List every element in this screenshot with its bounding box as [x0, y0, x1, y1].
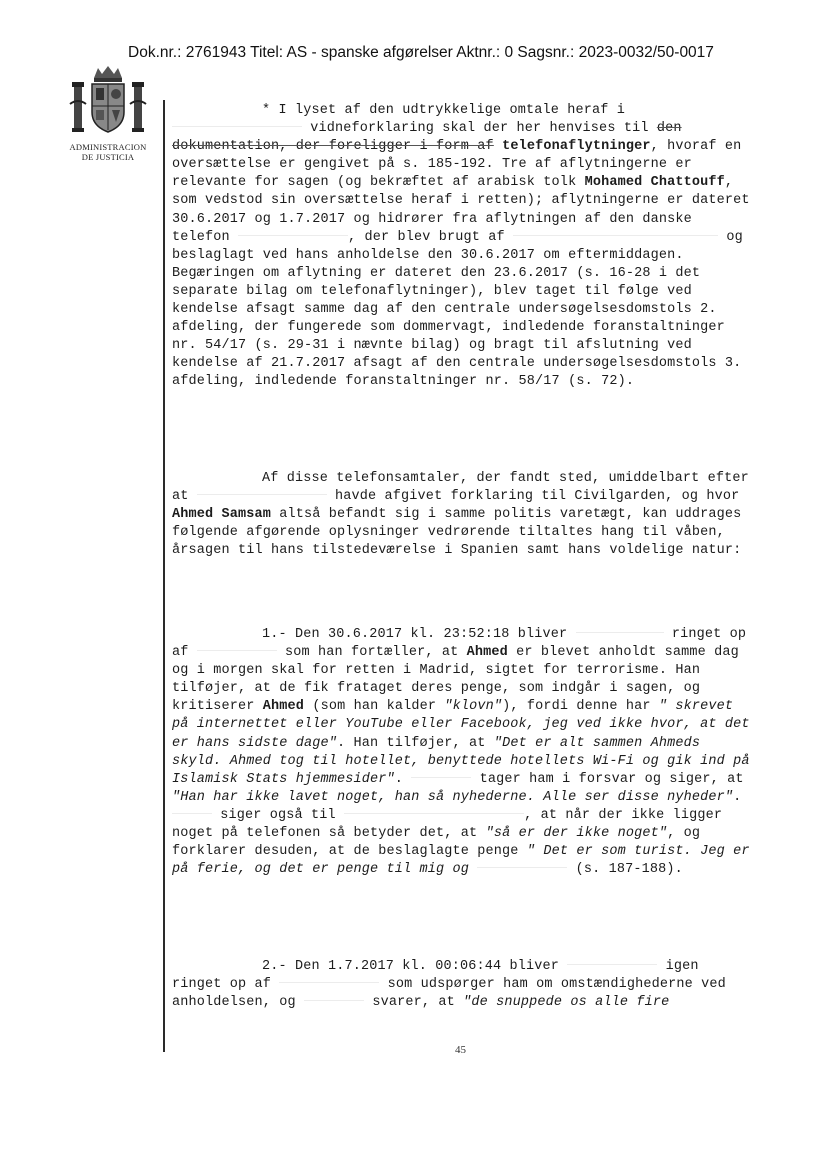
margin-rule — [163, 100, 165, 1052]
page-number: 45 — [455, 1044, 466, 1056]
redaction — [477, 862, 567, 872]
redaction — [197, 489, 327, 499]
redaction — [411, 772, 471, 782]
redaction — [238, 230, 348, 240]
redaction — [172, 808, 212, 818]
paragraph-call-1: 1.- Den 30.6.2017 kl. 23:52:18 bliver ringet op af som han fortæller, at Ahmed er blevet anholdt samme dag og i morgen skal for retten i Madrid, sigtet for terrorisme. Han tilføjer, at de fik frataget deres penge, som indgår i sagen, og kritiserer Ahmed (som han kalder "klovn"), fordi denne har " skrevet på internettet eller YouTube eller Facebook, jeg ved ikke hvor, at det er hans sidste dage". Han tilføjer, at "Det er alt sammen Ahmeds skyld. Ahmed tog til hotellet, benyttede hotellets Wi-Fi og gik ind på Islamisk Stats hjemmesider". tager ham i forsvar og siger, at "Han har ikke lavet noget, han så nyhederne. Alle ser disse nyheder". siger også til , at når der ikke ligger noget på telefonen så betyder det, at "så er der ikke noget", og forklarer desuden, at de beslaglagte penge " Det er som turist. Jeg er på ferie, og det er penge til mig og (s. 187-188). — [172, 627, 750, 878]
paragraph-call-2: 2.- Den 1.7.2017 kl. 00:06:44 bliver igen ringet op af som udspørger ham om omstændighederne ved anholdelsen, og svarer, at "de snuppede os alle fire — [172, 959, 726, 1011]
document-header: Dok.nr.: 2761943 Titel: AS - spanske afgørelser Aktnr.: 0 Sagsnr.: 2023-0032/50-0017 — [128, 44, 714, 61]
redaction — [513, 230, 718, 240]
redaction — [567, 959, 657, 969]
redaction — [172, 121, 302, 131]
redaction — [279, 977, 379, 987]
redaction — [304, 995, 364, 1005]
redaction — [576, 627, 664, 637]
spanish-coat-of-arms-logo — [62, 64, 154, 154]
redaction — [344, 808, 524, 818]
paragraph-wiretap-documentation: * I lyset af den udtrykkelige omtale heraf i vidneforklaring skal der her henvises til den dokumentation, der foreligger i form af telefonaflytninger, hvoraf en oversættelse er gengivet på s. 185-192. Tre af aflytningerne er relevante for sagen (og bekræftet af arabisk tolk Mohamed Chattouff, som vedstod sin oversættelse heraf i retten); aflytningerne er dateret 30.6.2017 og 1.7.2017 og hidrører fra aflytningen af den danske telefon , der blev brugt af og beslaglagt ved hans anholdelse den 30.6.2017 om eftermiddagen. Begæringen om aflytning er dateret den 23.6.2017 (s. 16-28 i det separate bilag om telefonaflytninger), blev taget til følge ved kendelse afsagt samme dag af den centrale undersøgelsesdomstols 2. afdeling, der fungerede som dommervagt, indledende foranstaltninger nr. 54/17 (s. 29-31 i nævnte bilag) og bragt til afslutning ved kendelse af 21.7.2017 afsagt af den centrale undersøgelsesdomstols 3. afdeling, indledende foranstaltninger nr. 58/17 (s. 72). — [172, 103, 750, 390]
paragraph-phone-conversations: Af disse telefonsamtaler, der fandt sted, umiddelbart efter at havde afgivet forklaring til Civilgarden, og hvor Ahmed Samsam altså befandt sig i samme politis varetægt, kan uddrages følgende afgørende oplysninger vedrørende tiltaltes hang til våben, årsagen til hans tilstedeværelse i Spanien samt hans voldelige natur: — [172, 471, 749, 559]
logo-caption: ADMINISTRACION DE JUSTICIA — [69, 142, 147, 162]
redaction — [197, 645, 277, 655]
